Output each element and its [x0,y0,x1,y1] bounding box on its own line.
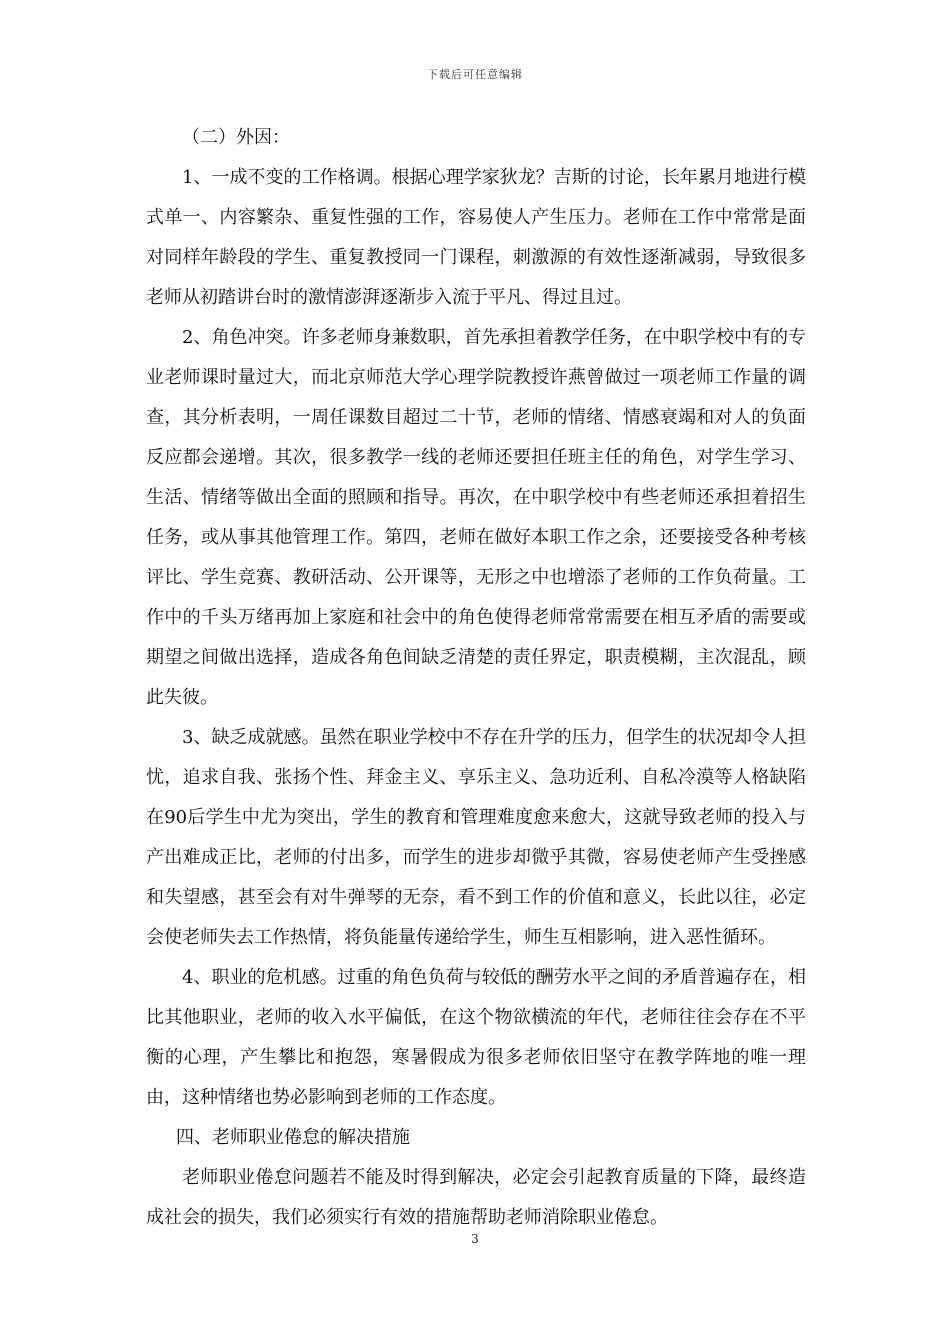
subheading-external-causes: （二）外因： [182,127,290,148]
page-number: 3 [471,1232,479,1246]
section-heading-solutions: 四、老师职业倦怠的解决措施 [176,1127,410,1148]
paragraph-3: 3、缺乏成就感。虽然在职业学校中不存在升学的压力，但学生的状况却令人担忧，追求自我、张扬个性、拜金主义、享乐主义、急功近利、自私冷漠等人格缺陷在90后学生中尤为突出，学生的教育和管理难度愈来愈大，这就导致老师的投入与产出难成正比，老师的付出多，而学生的进步却微乎其微，容易使老师产生受挫感和失望感，甚至会有对牛弹琴的无奈，看不到工作的价值和意义，长此以往，必定会使老师失去工作热情，将负能量传递给学生，师生互相影响，进入恶性循环。 [146,727,806,948]
paragraph-1: 1、一成不变的工作格调。根据心理学家狄龙？吉斯的讨论，长年累月地进行模式单一、内容繁杂、重复性强的工作，容易使人产生压力。老师在工作中常常是面对同样年龄段的学生、重复教授同一门课程，刺激源的有效性逐渐减弱，导致很多老师从初踏讲台时的激情澎湃逐渐步入流于平凡、得过且过。 [146,167,806,308]
page-header-note: 下载后可任意编辑 [427,68,523,81]
paragraph-2: 2、角色冲突。许多老师身兼数职，首先承担着教学任务，在中职学校中有的专业老师课时量过大，而北京师范大学心理学院教授许燕曾做过一项老师工作量的调查，其分析表明，一周任课数目超过二十节，老师的情绪、情感衰竭和对人的负面反应都会递增。其次，很多教学一线的老师还要担任班主任的角色，对学生学习、生活、情绪等做出全面的照顾和指导。再次，在中职学校中有些老师还承担着招生任务，或从事其他管理工作。第四，老师在做好本职工作之余，还要接受各种考核评比、学生竞赛、教研活动、公开课等，无形之中也增添了老师的工作负荷量。工作中的千头万绪再加上家庭和社会中的角色使得老师常常需要在相互矛盾的需要或期望之间做出选择，造成各角色间缺乏清楚的责任界定，职责模糊，主次混乱，顾此失彼。 [146,327,806,708]
document-body [146,118,806,1238]
paragraph-4: 4、职业的危机感。过重的角色负荷与较低的酬劳水平之间的矛盾普遍存在，相比其他职业，老师的收入水平偏低，在这个物欲横流的年代，老师往往会存在不平衡的心理，产生攀比和抱怨，寒暑假成为很多老师依旧坚守在教学阵地的唯一理由，这种情绪也势必影响到老师的工作态度。 [146,967,806,1108]
closing-paragraph: 老师职业倦怠问题若不能及时得到解决，必定会引起教育质量的下降，最终造成社会的损失，我们必须实行有效的措施帮助老师消除职业倦怠。 [146,1167,806,1228]
